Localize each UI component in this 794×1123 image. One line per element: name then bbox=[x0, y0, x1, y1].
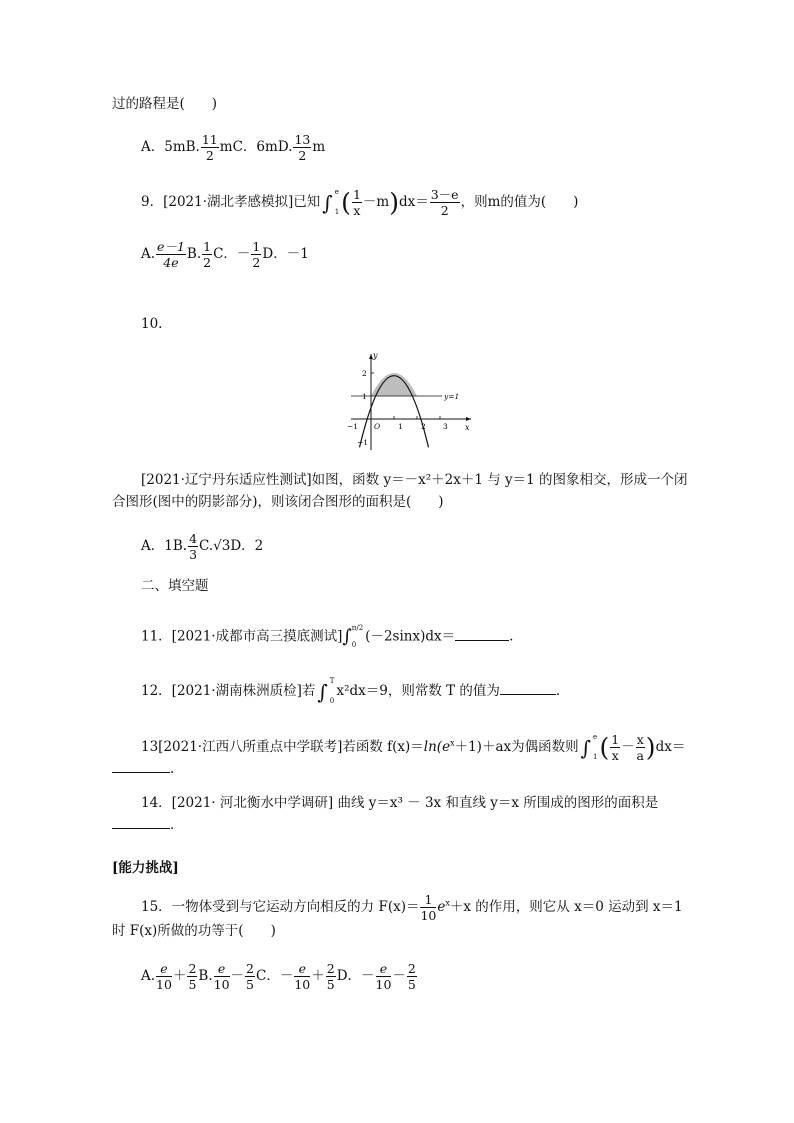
ability-challenge-title: [能力挑战] bbox=[112, 860, 179, 876]
line-label: y=1 bbox=[444, 392, 460, 401]
q8-option-d: D. bbox=[277, 139, 293, 156]
q10-number: 10. bbox=[141, 316, 163, 332]
q9-option-d: D．－1 bbox=[262, 246, 309, 263]
x-tick-3: 3 bbox=[443, 422, 448, 431]
q10-stem-line-2: 合图形(图中的阴影部分)，则该闭合图形的面积是( ) bbox=[112, 494, 444, 510]
q15-option-c: C．－ bbox=[255, 968, 294, 985]
x-axis-label: x bbox=[465, 423, 470, 432]
q13-answer-line: . bbox=[112, 763, 174, 777]
q9-stem: 9．[2021·湖北孝感模拟]已知 ∫ e 1 ( $\frac{1}{x}$ －m)dx＝ $\frac{3-e}{2}$ ，则m的值为( ) bbox=[141, 187, 579, 219]
q11-stem: 11．[2021·成都市高三摸底测试]∫ π/2 0 (－2sinx)dx＝ . bbox=[141, 624, 514, 649]
q8-option-a: A．5m bbox=[141, 139, 186, 156]
q13-answer-blank[interactable] bbox=[112, 771, 170, 773]
q12-answer-blank[interactable] bbox=[500, 693, 556, 695]
y-tick-1: 1 bbox=[362, 392, 367, 401]
q10-option-b: B. bbox=[172, 538, 188, 555]
q15-options: A. $\frac{e}{10}$ ＋ $\frac{2}{5}$ B. $\frac{e}{10}$ － $\frac{2}{5}$ C．－ $\frac{e}{10}$ ＋ $\frac{2}{5}$ D．－ $\frac{e}{10}$ － $\frac{2}{5}$ bbox=[141, 961, 416, 993]
q15-option-a: A. bbox=[141, 968, 156, 985]
q11-answer-blank[interactable] bbox=[455, 639, 509, 641]
x-tick-1: 1 bbox=[398, 422, 403, 431]
section-fill-in-title: 二、填空题 bbox=[141, 578, 209, 594]
y-tick-2: 2 bbox=[362, 369, 367, 378]
x-tick-neg1: −1 bbox=[347, 422, 359, 431]
q9-option-b: B. bbox=[186, 246, 202, 263]
q10-stem-line-1: [2021·辽宁丹东适应性测试]如图，函数 y＝－x²＋2x＋1 与 y＝1 的图象相交，形成一个闭 bbox=[141, 472, 688, 488]
q14-stem: 14．[2021· 河北衡水中学调研] 曲线 y＝x³ － 3x 和直线 y＝x 所围成的图形的面积是 bbox=[141, 795, 659, 811]
q8-options: A．5mB. $\frac{11}{2}$ mC．6mD. $\frac{13}{2}$ m bbox=[141, 132, 326, 164]
q12-stem: 12．[2021·湖南株洲质检]若 ∫ T 0 x²dx＝9，则常数 T 的值为 ． bbox=[141, 677, 570, 705]
q15-option-b: B. bbox=[198, 968, 213, 985]
q13-stem: 13[2021·江西八所重点中学联考]若函数 $f(x)=\ln(e^x+1)+ax$为偶函数则 ∫ e 1 ( $\frac{1}{x}$ － $\frac{x}{a}$ )dx＝ bbox=[141, 732, 686, 764]
q8-option-b-fraction: $\frac{11}{2}$ bbox=[201, 132, 218, 164]
q10-options: A．1B. $\frac{4}{3}$ C.√3D．2 bbox=[141, 531, 264, 563]
q15-stem-line-1: 15．一物体受到与它运动方向相反的力 F(x)＝ $\frac{1}{10}$ $e^x+x$ 的作用，则它从 x＝0 运动到 x＝1 bbox=[141, 892, 683, 924]
x-axis-arrow bbox=[466, 417, 471, 421]
y-axis-label: y bbox=[373, 351, 378, 360]
q10-graph bbox=[347, 348, 477, 453]
x-tick-2: 2 bbox=[421, 422, 426, 431]
q10-option-d: D．2 bbox=[230, 538, 264, 555]
q8-stem-tail: 过的路程是( ) bbox=[112, 96, 218, 112]
q8-option-c: C．6m bbox=[232, 139, 278, 156]
y-tick-neg1: −1 bbox=[357, 438, 369, 447]
q15-stem-line-2: 时 F(x)所做的功等于( ) bbox=[112, 923, 276, 939]
q14-answer-blank[interactable] bbox=[112, 827, 170, 829]
q9-option-c: C．－ bbox=[213, 246, 251, 263]
shaded-region bbox=[371, 373, 417, 396]
integral-sign: ∫ bbox=[322, 190, 333, 215]
q9-option-a: A. bbox=[141, 246, 156, 263]
q10-option-a: A．1 bbox=[141, 538, 173, 555]
q14-answer-line: ． bbox=[112, 819, 184, 833]
q15-option-d: D．－ bbox=[336, 968, 375, 985]
q8-option-b: B. bbox=[185, 139, 200, 156]
origin-label: O bbox=[374, 422, 381, 431]
q9-options: A. $\frac{e-1}{4e}$ B. $\frac{1}{2}$ C．－ $\frac{1}{2}$ D．－1 bbox=[141, 239, 309, 271]
q10-option-c: C.√3 bbox=[199, 538, 231, 555]
q8-option-d-fraction: $\frac{13}{2}$ bbox=[294, 132, 311, 164]
